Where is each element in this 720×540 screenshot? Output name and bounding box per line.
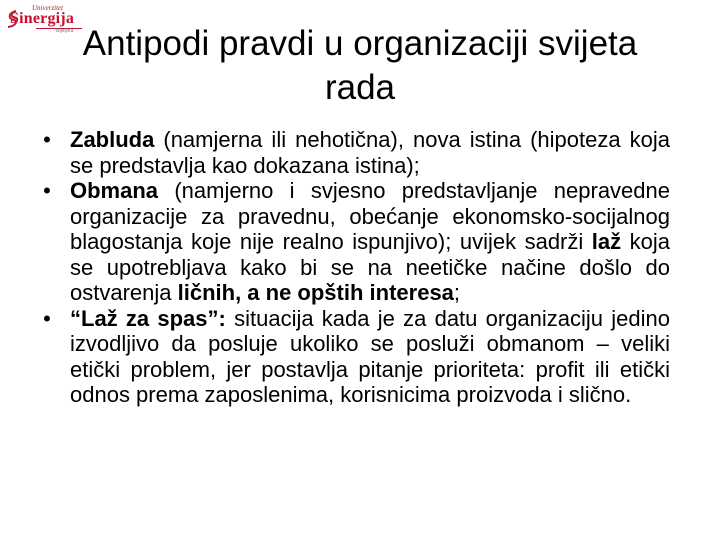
title-line-2: rada bbox=[324, 68, 396, 107]
bullet-text: situacija kada je za datu organizaciju jedino izvodljivo da posluje ukoliko se posluži obmanom – veliki etički problem, jer postavlja pitanje prioriteta: profit ili etički odnos prema zaposlenima, korisnicima proizvoda i slično. bbox=[70, 305, 670, 407]
bullet-text: ; bbox=[453, 280, 461, 305]
bullet-text: (namjerno i svjesno predstavljanje nepravedne organizacije za pravednu, obećanje ekonomsko-socijalnog blagostanja koje nije realno ispunjivo); uvijek sadrži bbox=[70, 178, 670, 254]
bullet-term: “Laž za spas”: bbox=[70, 305, 226, 331]
logo-subtitle: Univerzitet bbox=[32, 4, 64, 12]
bullet-item-obmana bbox=[40, 178, 670, 306]
bullet-item-zabluda bbox=[40, 127, 670, 178]
bullet-item-laz-za-spas bbox=[40, 306, 670, 408]
slide-title bbox=[30, 22, 690, 110]
bullet-term: Zabluda bbox=[70, 127, 155, 152]
title-line-1: Antipodi pravdi u organizaciji svijeta bbox=[82, 24, 638, 63]
bullet-emphasis: ličnih, a ne opštih interesa bbox=[177, 280, 454, 305]
bullet-emphasis: laž bbox=[591, 229, 622, 254]
bullet-term: Obmana bbox=[70, 178, 159, 203]
bullet-icon: • bbox=[43, 127, 51, 152]
logo-name: Sinergija bbox=[10, 10, 75, 27]
bullet-text: koja se upotrebljava kako bi se na neetičke načine došlo do ostvarenja bbox=[70, 229, 670, 305]
bullet-text: (namjerna ili nehotična), nova istina (hipoteza koja se predstavlja kao dokazana istina); bbox=[70, 127, 670, 178]
bullet-icon: • bbox=[43, 178, 51, 203]
logo-location: Bijeljina bbox=[56, 28, 74, 34]
bullet-icon: • bbox=[43, 305, 51, 331]
bullet-list bbox=[40, 127, 670, 408]
